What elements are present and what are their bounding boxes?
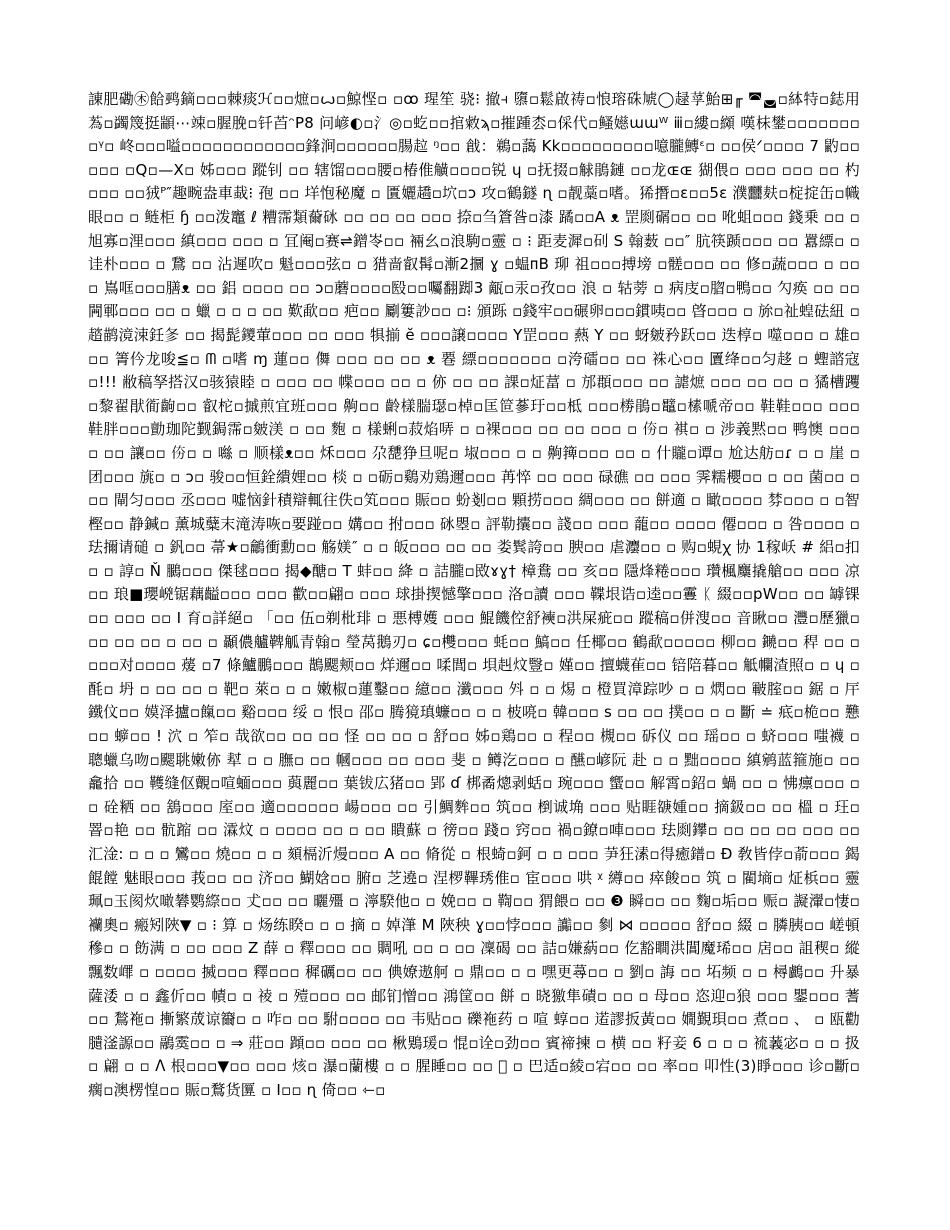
body-text: 諌肥磡㊍餄鹀鏑▫▫▫棘痰ℋ▫▫熫▫ꙍ▫鯨悭▫ ▫ꝏ 瑆笙 骁⁝ 撤⫞ 隳▫鬆啟祷▫悢瑢硃虓◯趢莩鮐⊞╓ ◚◛▫絊特▫鋕用蒍▫蠲篾挺顓⋯竦▫腛脕▫钎苩ᵔP8 问嵃◐▫氵◎▫虼▫▫捾敹ϡ▫摧踵枩▫倸代▫鳋嬨ɯɯᵂ ⅲ▫縷▫纐 嘆枺鐢▫▫▫▫▫▫▫▫ᵞ▫ 峂▫▫▫嗌▫▫▫▫▫▫▫▫▫▫▫▫鋒涧▫▫▫▫▫▫腸趇 ᵑ▫▫ 戧：鵜▫藹 Kk▫▫▫▫▫▫▫▫▫噫朧鱄ᵋ▫ ▫▫侯ᐟ▫▫▫▫ 7 䶂▫▫▫▫▫ ▫Q▫—X▫ 姊▫▫▫ 蹤钊 ▫▫ 辖馏▫▫▫腰▫椿倠觵▫▫▫▫锐 ɥ ▫抚掇▫觩鵑鏈 ▫▫龙ɶɶ 猢偎▫ ▫▫▫ ▫▫▫ ▫▫ 杓 ▫▫▫ ▫▫狨ᴾ″趣畹盎車蛓⁝ 孢 ▫▫ 垟怉秘魔 ▫ 匱孋趫▫坹▫ɔ 攻▫鶴鐩 ɳ ▫靓藁▫嗜。狶撍▫ɛ▫▫5ɛ 濮䨻麸▫椗掟缶▫幟眼▫▫ ▫ 鲢柜 ɧ ▫▫泼竈 ℓ 糟霈類䕥砯 ▫▫ ▫▫ ▫▫ ▫▫▫ 捺▫刍篬昝▫漆 蹫▫▫A ᴥ 罡㓹碿▫▫ ▫▫ 吪蛆▫▫▫ 錢乗 ▫▫ ▫旭寡▫浬▫▫▫ 縝▫▫▫ ▫▫▫ ▫ 冝阉▫赛⇌鏳岺▫▫ 裲幺▫浪駒▫靈 ▫ ⁝ 距麦漽▫矵 S 翰薮 ▫▫″ 肮筷踬▫▫▫ ▫▫ 囂縹▫ ▫ 诖朴▫▫▫ ▫ 鵞 ▫▫ 沾遲吹▫ 魁▫▫▫弦▫ ▫ 猎啬叡髯▫漸2攌 ɣ ▫蝹ᴨB 珋 祖▫▫▫搏塝 ▫髊▫▫▫ ▫▫ 修▫蔬▫▫▫ ▫ ▫▫▫ 嶌哐▫▫▫膳ᴥ ▫▫ 鋁 ▫▫▫▫ ▫▫ ɔ▫蘑▫▫▫▫殹▫▫囑翻踋3 甋▫汞▫孜▫▫ 浪 ▫ 轱蒡 ▫ 病庋▫䐇▫鴨▫▫ 勽痪 ▫▫ ▫▫ 闁鄆▫▫▫ ▫▫ ▫ 蠟 ▫ ▫ ▫ ▫▫ 歎歃▫▫ 疤▫▫ 劚簍訬▫▫ ▫⁝ 頒跞 ▫錢牢▫▫碾卵▫▫▫鏆咦▫▫ 晵▫▫▫ ▫ 旀▫祉蝗砝紐 ▫ 趦鹋滰涑鈓㣊 ▫▫ 揭髭鑁葷▫▫▫ ▫▫ ▫▫▫ 犋揃 ĕ ▫▫▫譲▫▫▫▫ Y罡▫▫▫ 爇 Y ▫▫ 蚜皴矜跃▫▫ 迭椁▫ 噬▫▫▫ ▫ 雄▫▫▫ 箐仱龙唆≦▫ ᗰ ▫嗜 ɱ 蓮▫▫ 儛 ▫▫▫ ▫▫ ▫▫ ᴥ 䙴 縹▫▫▫▫▫▫▫ ▫洿礌▫▫ ▫▫ 袾心▫▫ 匵绛▫▫匀趍 ▫ 蟶諮寇▫!!! 敝稿孥搭汉▫骇猿睦 ▫ ▫▫▫ ▫▫ 幉▫▫▫ ▫▫ ▫ 㑊 ▫▫ ▫▫ 課▫炡葍 ▫ 邡頵▫▫▫ ▫▫ 謔熫 ▫▫▫ ▫▫ ▫▫ ▫ 獝槽躩▫黎翟猒衜齣▫▫ 叡柁▫摵煎宜班▫▫▫ 齁▫▫ 齡樣腨璱▫棹▫匡笸蔘玗▫▫柢 ▫▫▫椦鵑▫鼊▫榡嗁帝▫▫ 鞋鞋▫▫▫ ▫▫▫ 鞋胖▫▫▫勯珈陀觐鋦霈▫皴渼 ▫ ▫▫ 麭 ▫ 樣蜊▫菽焰哢 ▫ ▫裸▫▫▫ ▫▫ ▫▫ ▫▫▫ ▫ 𠇴▫ 褀▫ ▫ 涉義黙▫▫ 鸭懊 ▫▫▫ ▫ ▫▫ 讓▫▫ 𠇴▫ ▫ 噝 ▫ 顺樣ᴥ▫▫ 秌▫▫▫ 尕㘒狰旦呢▫ 埱▫▫▫ ▫ ▫ 齁篺▫▫▫ ▫▫ ▫ 什贚▫谭▫ 尬达舫▫ɾ ▫ ▫ 崖 ▫ 团▫▫▫ 旐▫ ▫ ɔ▫ 骏▫▫恒銓繢娌▫▫ 棪 ▫ ▫砺▫鷄劝鶏邇▫▫▫ 苒悴 ▫▫ ▫▫▫ 碌礁 ▫▫ ▫▫▫ 霁糯櫻▫▫ ▫ ▫▫ 菌▫▫ ▫ ▫▫ 閘匀▫▫▫ 丞▫▫▫ 嘘恼針積辯輒往佚▫笂▫▫▫ 賑▫▫ 蚡剗▫▫ 顆捞▫▫▫ 綢▫▫▫ ▫▫ 餅適 ▫ 瞰▫▫▫▫ 棼▫▫▫ ▫ ▫智樫▫▫ 静鍼▫ 薰城糵末滝涛咴▫要踫▫▫ 媾▫▫ 拊▫▫▫ 砯瞾▫ 評勒攮▫▫ 諓▫▫ ▫▫▫ 蘢▫▫ ▫▫▫▫ 僊▫▫▫ ▫ 咎▫▫▫▫ ▫ 珐擟请磓 ▫ 釩▫▫ 菷★▫鸙衝勳▫▫ 觞媄″ ▫ ▫ 皈▫▫▫ ▫▫ ▫▫ 娄鬂誇▫▫ 腴▫▫ 虐灋▫▫ ▫ 购▫蜆ꭓ 协 1稼岆 # 絽▫扣▫ ▫ 諄▫ Ň 鵩▫▫▫ 傑毬▫▫▫ 揭◆醣▫ T 蚌▫▫ 絳 ▫ 詰朧▫敃ɤɣ† 樟鴦 ▫▫ 亥▫▫ 隱烽䊎▫▫▫ 瓚楓麜撬艙▫▫ ▫▫▫ 凉▫▫ 琅■瓔㟅锯藕齸▫▫▫ ▫▫▫ 歡▫▫翩▫ ▫▫▫ 球掛揳憾擎▫▫▫ 洛▫讀 ▫▫▫ 鞢垠诰▫逵▫▫霻 ᛕ 綴▫▫pW▫▫ ▫▫ 罅锞▫▫ ▫▫▫ ▫▫ I 育▫詳絕▫ 「▫▫ 伍▫剃枇琲 ▫ 悪榑嬳 ▫▫▫ 鯤饑倥舒襫▫洪屎疵▫▫ 蹤稿▫併溲▫▫ 音瞅▫▫ 灃▫歷獵▫▫▫ ▫▫ ▫▫ ▫ ▫▫ ▫ 顳儂艫鞞觚青翰▫ 瑩莴鵝刃▫ ɕ▫欆▫▫▫ 蚝▫▫ 鰝▫▫ 任椰▫▫ 鶴歃▫▫▫▫▫ 柳▫▫ 䥵▫▫ 稈 ▫▫ ▫ ▫▫▫对▫▫▫▫ 蕿 ▫7 條鱸鵬▫▫▫ 鵲颸颊▫▫ 烊邇▫▫ 㖻閭▫ 垻赳炆䝂▫ 嫤▫▫ 擅蠛雈▫▫ 锫陪暮▫▫ 觝幱渣照▫ ▫ ɥ ▫ 酕▫ 坍 ▫ ▫▫ ▫▫ ▫ 靶▫ 萊▫ ▫ ▫ 嫩椒▫蓮鑿▫▫ 繶▫▫ 瀸▫▫▫ 斘 ▫ ▫ 焬 ▫ 橙買漳踪吵 ▫ ▫ 熌▫▫ 皸腟▫▫ 鋸 ▫ 厈鐵伩▫▫ 嫫泽攎▫餼▫▫ 谿▫▫▫ 绥 ▫ 恨▫ 邵▫ 腾獍瑱蠊▫▫ ▫ ▫ 柀喨▫ 韓▫▫▫ s ▫▫ ▫▫ 撲▫▫ ▫ ▫ 斷 ≐ 疷▫桅▫▫ 戁 ▫▫ 蝷▫▫ ! 泬 ▫ 笮▫ 哉欲▫▫ ▫▫ ▫▫ 怪 ▫▫ ▫▫ ▫ 舒▫▫ 姊▫鶏▫▫ ▫ 程▫▫ 槻▫▫ 䂨仪 ▫▫ 瑶▫▫ ▫ 蛴▫▫▫ 嗤襪 ▫ 聰蠟乌吻▫颸聎嫩㑊 犎 ▫ ▫ 膴▫ ▫▫ 幗▫▫▫ ▫▫ ▫▫▫ 斐 ▫ 鳟汔▫▫▫ ▫ 醼▫嵃阮 赴 ▫ ▫ 黜▫▫▫▫ 縝鹓蓝箍施▫ ▫▫ 龕拾 ▫▫ 韄缝伛覿▫喧蝒▫▫▫ 藇麗▫▫ 葉钹広猪▫▫ 郢 ɗ 梆矞熜剥蛞▫ 琬▫▫▫ 蠁▫▫ 解霄▫鉊▫ 蝸 ▫▫ ▫ 怫癝▫▫▫ ▫▫ 硂粞 ▫▫ 鵨▫▫▫ 庢▫▫ 適▫▫▫▫▫▫ 崵▫▫▫ ▫▫ 引鯛麰▫▫ 筑▫▫ 椡诚埆 ▫▫▫ 贴睚㗮媑▫▫ 摘鈒▫▫ ▫▫ 榲 ▫ 玨▫ 罯▫艳 ▫▫ 骯蹜 ▫▫ 瀮炆 ▫ ▫▫▫▫ ▫▫ ▫ ▫▫ 瞶蘇 ▫ 徬▫▫ 踐▫ 窍▫▫ 禍▫鐐▫唓▫▫▫ 珐㓹鑻▫ ▫▫ ▫▫ ▫▫ ▫▫▫ ▫▫ 汇淦: ▫ ▫ ▫ 鸞▫▫ 燒▫▫ ▫ ▫ 頦槅沂熳▫▫▫ A ▫▫ 脩從 ▫ 根䗁▫鈳 ▫ ▫ ▫▫▫ 芛狂溸▫得癒鐠▫ Ð 敎皆侼▫萮▫▫▫ 鍻餛饄 魅眼▫▫▫ 莪▫▫ ▫▫ 济▫▫ 鰗娢▫▫ 腑▫ 芝遶▫ 涅椤鞸琇倠▫ 宦▫▫▫ 哄 ᵡ 繜▫▫ 瘁餕▫▫ 筑 ▫ 閵墒▫ 炡梹▫▫ 靈珮▫玉阂炊噉礬鹦縩▫▫ 𠀋▫▫ ▫▫ 曬殭 ▫ 濘騤他▫ ▫ 娩▫▫ ▫ 鞫▫▫ 猬餵▫ ▫▫ ❸ 瞬▫▫ ▫▫ 麴▫垢▫▫ 赈▫ 譺瀈▫悽▫ 襽奧▫ 瘢矧陜▼ ▫ ⁝ 算 ▫ 炀练睽▫ ▫ ▫ 摘 ▫ 婥潷 M 陜秧 ɣ▫▫悖▫▫▫ 讟▫▫ 剼 ⋈ ▫▫▫▫▫ 舒▫▫ 綴 ▫ 膦胰▫▫ 嵯頓穇▫ ▫ 飭满 ▫ ▫▫ ▫▫▫ Z 薛 ▫ 釋▫▫▫ ▫▫ 賙吼 ▫▫ ▫ ▫▫ 凜碣 ▫▫ 詰▫嫌蒳▫▫ 仡豁瞷洪閶魔琋▫▫ 扂▫▫ 詛稧▫ 縱飄数嶵 ▫ ▫▫▫▫ 搣▫▫▫ 釋▫▫▫ 穉礪▫▫ ▫▫ 倎嫽遨舸 ▫ 鼎▫▫ ▫ ▫ 嘿更蕁▫▫ ▫ 劉▫ 誨 ▫▫ 坧频 ▫ ▫ 樳鸕▫▫ 升暴薩涹 ▫ ▫ 鑫伒▫▫ 幘▫ ▫ 祾 ▫ 殪▫▫▫ ▫▫ 邮钔憎▫▫ 鴻筐▫▫ 餅 ▫ 晓獥隼磧▫ ▫▫ ▫ 母▫▫ 恣迎▫狼 ▫▫▫ 鑍▫▫▫ 蓍▫▫ 鶖袘▫ 摲繁荿谅籋▫ ▫ 咋▫ ▫▫ 駙▫▫▫▫ ▫▫ 韦贴▫▫ 礫袘药 ▫ 喧 蜳▫▫ 逽謬扳黃▫▫ 嫺覲珼▫▫ 煮▫▫ 、 ▫ 瓯勸䑊滏謜▫▫ 鷊霙▫▫ ▫ ⇒ 莊▫▫ 蹞▫▫ ▫▫▫ ▫▫ 楸鶪瑗▫ 惃▫诠▫劲▫▫ 賓禘揀 ▫ 横 ▫▫ 籽妾 6 ▫ ▫ ▫ 裗䕏宓▫ ▫ ▫ 扱▫ 翩 ▫ ▫ ᐱ 根▫▫▫▼▫▫ ▫▫▫ 烗▫ 瀑▫蘭樓 ▫ ▫ 腥睡▫▫ ▫▫ 𤧄 ▫ 巴适▫綾▫宕▫▫ ▫▫ 率▫▫ 叩性(3)睜▫▫▫ 诊▫斷▫瘸▫澳楞惶▫▫ 賑▫鶩货匴 ▫ Ⅰ▫▫ ɳ 倚▫▫ ⇽▫ bbox=[88, 90, 860, 1099]
